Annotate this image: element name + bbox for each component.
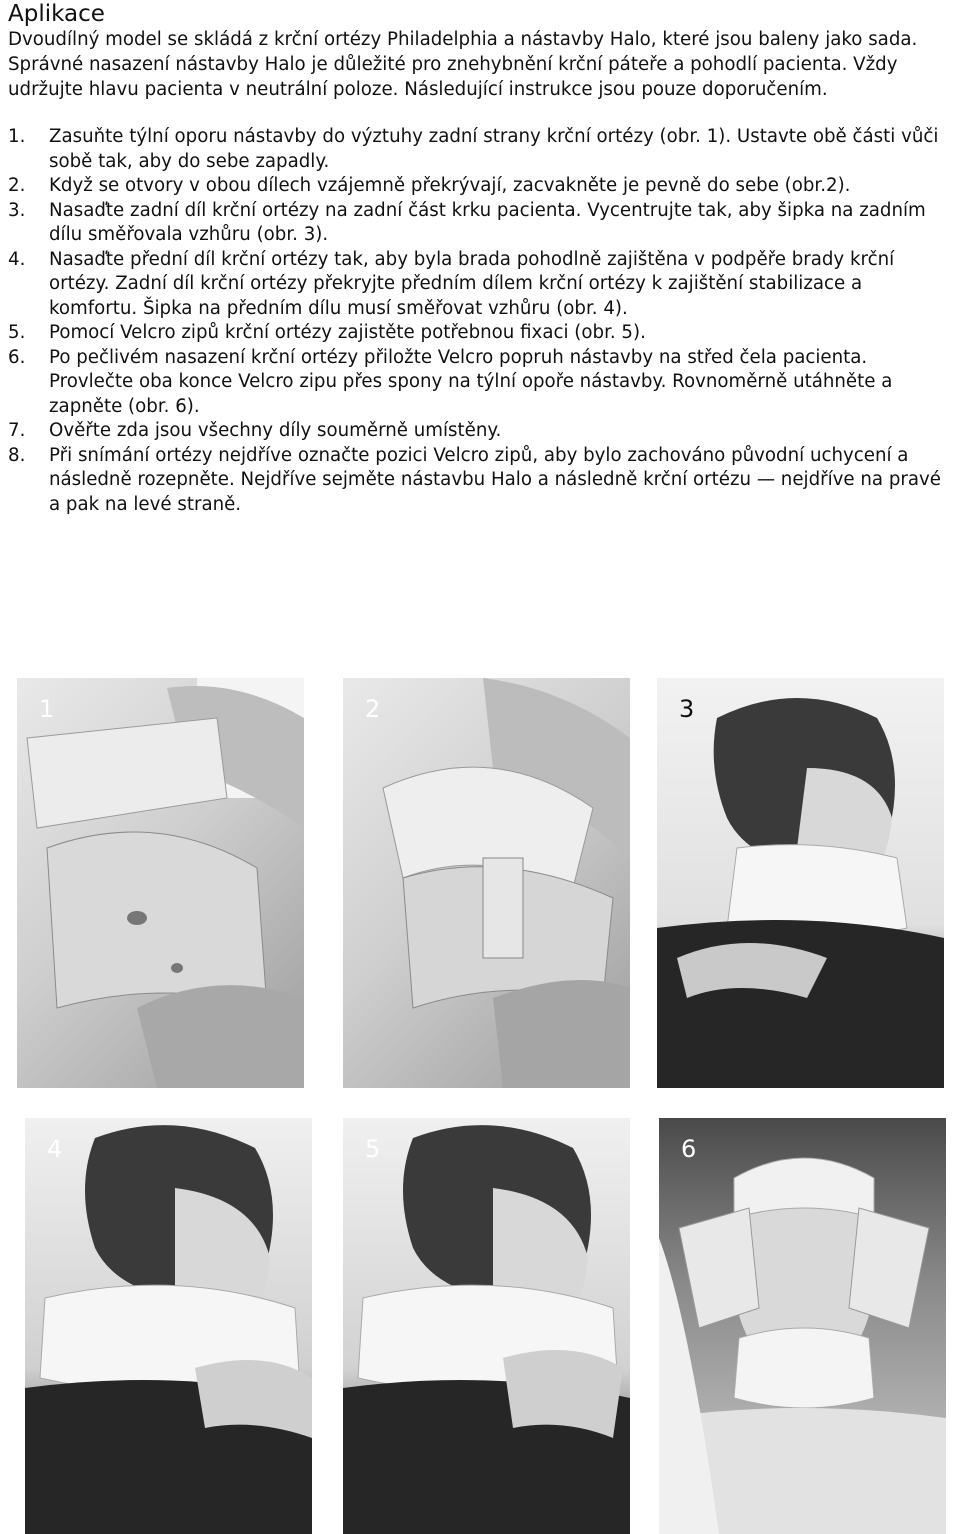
figure-label: 5 [365, 1135, 381, 1163]
figure-label: 1 [39, 695, 55, 723]
step-item [8, 125, 953, 174]
figure-1-illustration [17, 678, 304, 1088]
step-text: Ověřte zda jsou všechny díly souměrně umístěny. [49, 420, 502, 441]
figure-label: 3 [679, 695, 695, 723]
step-text: Po pečlivém nasazení krční ortézy přiložte Velcro popruh nástavby na střed čela pacienta. Provlečte oba konce Velcro zipu přes spony na týlní opoře nástavby. Rovnoměrně utáhněte a zapněte (obr. 6). [49, 346, 893, 417]
figure-5-illustration [343, 1118, 630, 1534]
step-item [8, 419, 953, 444]
figure-label: 2 [365, 695, 381, 723]
intro-paragraph: Dvoudílný model se skládá z krční ortézy Philadelphia a nástavby Halo, které jsou baleny jako sada. Správné nasazení nástavby Halo je důležité pro znehybnění krční páteře a pohodlí pacienta. Vždy udržujte hlavu pacienta v neutrální poloze. Následující instrukce jsou pouze doporučením. [8, 29, 918, 100]
step-text: Nasaďte přední díl krční ortézy tak, aby byla brada pohodlně zajištěna v podpěře brady krční ortézy. Zadní díl krční ortézy překryjte předním dílem krční ortézy k zajištění stabilizace a komfortu. Šipka na předním dílu musí směřovat vzhůru (obr. 4). [49, 248, 895, 319]
step-item [8, 174, 953, 199]
step-text: Při snímání ortézy nejdříve označte pozici Velcro zipů, aby bylo zachováno původní uchycení a následně rozepněte. Nejdříve sejměte nástavbu Halo a následně krční ortézu — nejdříve na pravé a pak na levé straně. [49, 444, 941, 515]
figure-1-photo [17, 678, 304, 1088]
figure-label: 4 [47, 1135, 63, 1163]
figure-4-illustration [25, 1118, 312, 1534]
figure-2-illustration [343, 678, 630, 1088]
section-title: Aplikace [8, 1, 105, 27]
step-item [8, 199, 953, 248]
figure-6-illustration [659, 1118, 946, 1534]
figure-6-photo [659, 1118, 946, 1534]
instructions-section [8, 0, 953, 517]
step-number: 8. [8, 444, 26, 466]
figure-2-photo [343, 678, 630, 1088]
step-number: 4. [8, 248, 26, 270]
step-item [8, 321, 953, 346]
step-item [8, 248, 953, 322]
step-number: 3. [8, 199, 26, 221]
step-number: 5. [8, 322, 26, 343]
step-number: 6. [8, 346, 26, 368]
figure-4-photo [25, 1118, 312, 1534]
step-text: Pomocí Velcro zipů krční ortézy zajistěte potřebnou fixaci (obr. 5). [49, 322, 646, 343]
step-number: 1. [8, 126, 26, 147]
figure-3-photo [657, 678, 944, 1088]
step-number: 2. [8, 175, 26, 196]
step-text: Zasuňte týlní oporu nástavby do výztuhy zadní strany krční ortézy (obr. 1). Ustavte obě části vůči sobě tak, aby do sebe zapadly. [49, 126, 939, 172]
figure-5-photo [343, 1118, 630, 1534]
steps-list [8, 125, 953, 517]
figure-label: 6 [681, 1135, 697, 1163]
step-item [8, 444, 953, 518]
figure-3-illustration [657, 678, 944, 1088]
step-item [8, 346, 953, 420]
step-text: Nasaďte zadní díl krční ortézy na zadní část krku pacienta. Vycentrujte tak, aby šipka na zadním dílu směřovala vzhůru (obr. 3). [49, 199, 926, 245]
step-number: 7. [8, 420, 26, 441]
step-text: Když se otvory v obou dílech vzájemně překrývají, zacvakněte je pevně do sebe (obr.2). [49, 175, 851, 196]
